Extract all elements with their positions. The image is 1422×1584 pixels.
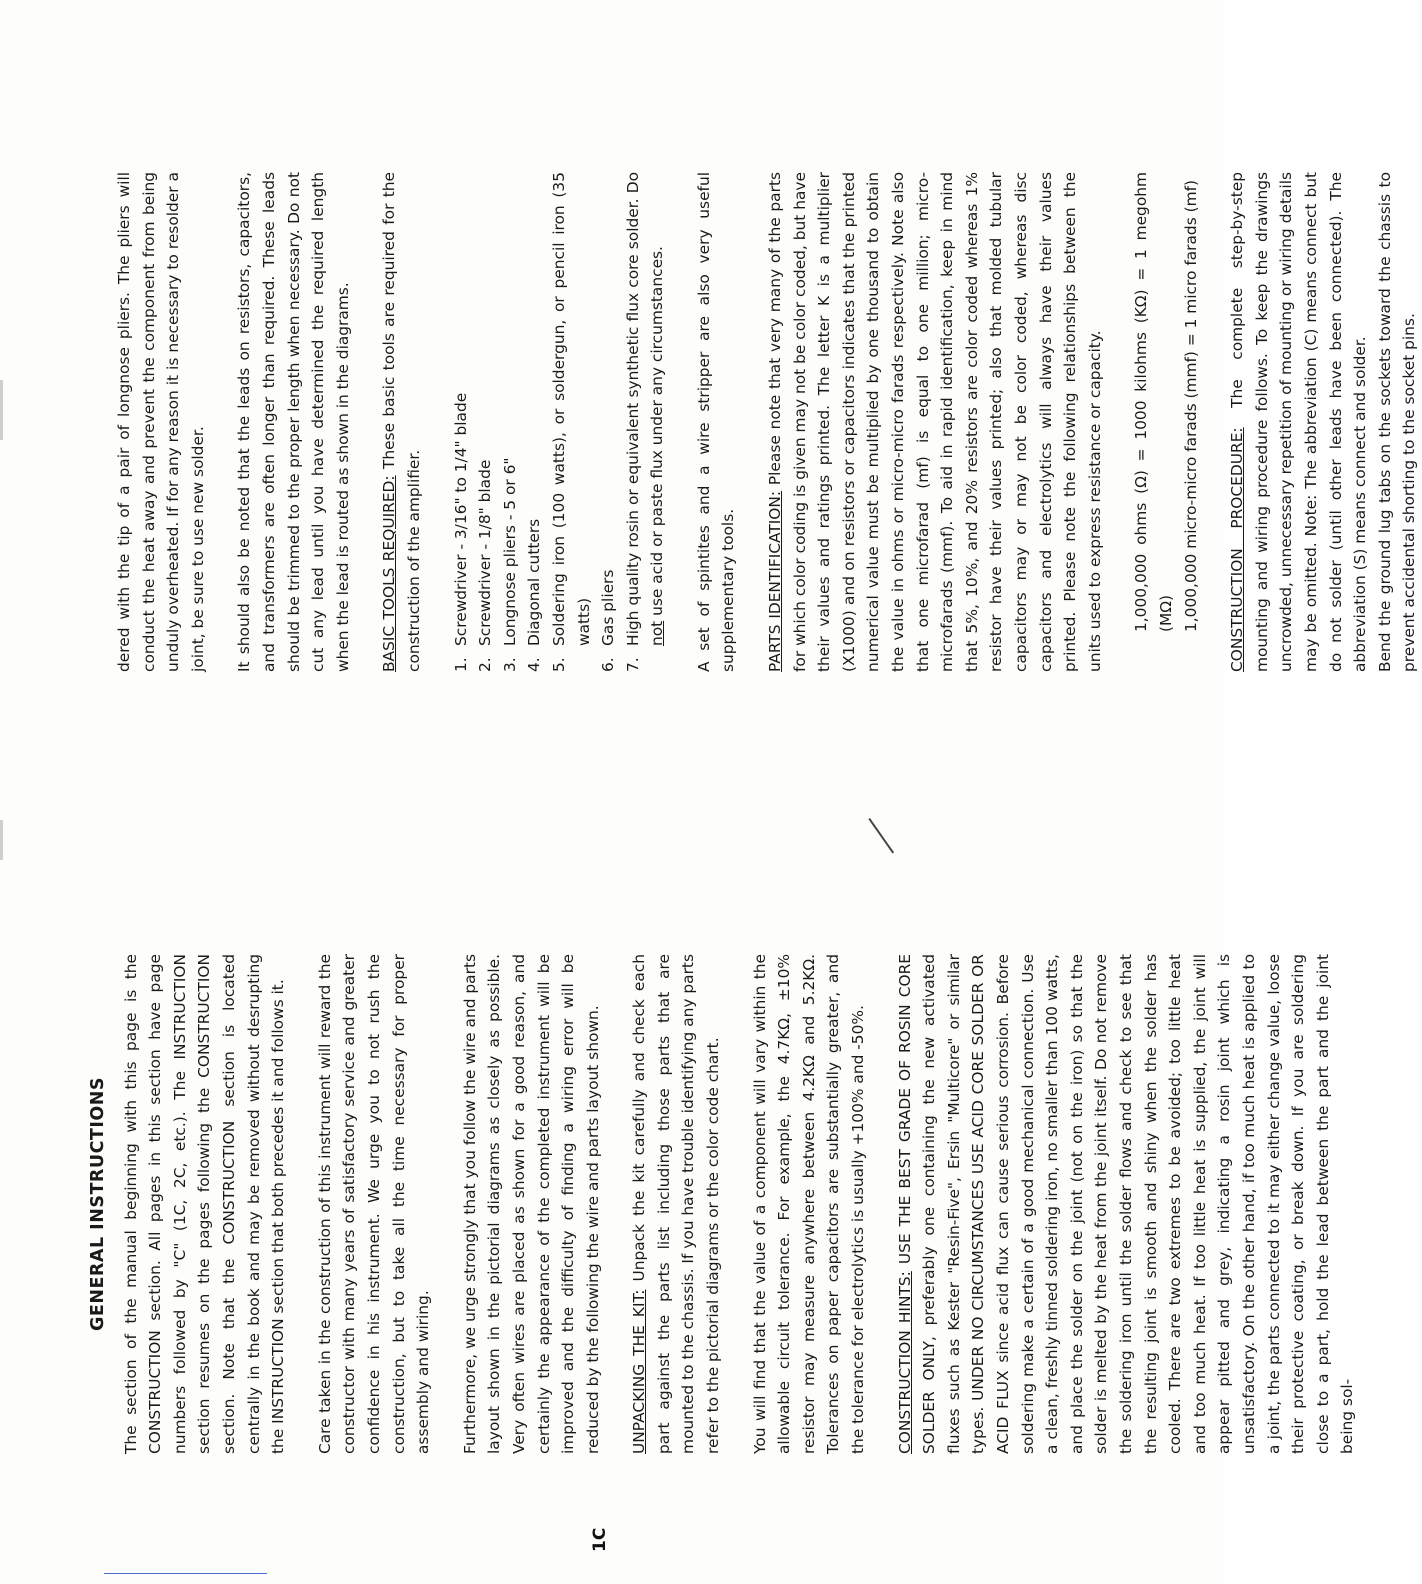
construction-hints-text: USE THE BEST GRADE OF ROSIN CORE SOLDER ONLY, preferably one containing the new activated fluxes such as Kester "Resin-Five", Ersin "Multicore" or similar types. UNDER NO CIRCUMSTANCES USE ACID CORE SOLDER OR ACID FLUX since acid flux can cause serious corrosion. Before soldering make a certain of a good mechanical connection. Use a clean, freshly tinned soldering iron, no smaller than 100 watts, and place the solder on the joint (not on the iron) so that the solder is melted by the heat from the joint itself. Do not remove the soldering iron until the solder flows and check to see that the resulting joint is smooth and shiny when the solder has cooled. There are two extremes to be avoided; too little heat and too much heat. If too little heat is supplied, the joint will appear pitted and grey, indicating a rosin joint which is unsatisfactory. On the other hand, if too much heat is applied to a joint, the parts connected to it may either change value, loose their protective coating, or break down. If you are soldering close to a part, hold the lead between the part and the joint being sol- bbox=[895, 954, 1357, 1454]
list-item: 6. Gas pliers bbox=[599, 569, 618, 672]
layout-paragraph: Furthermore, we urge strongly that you follow the wire and parts layout shown in the pictorial diagrams as closely as possible. Very often wires are placed as shown for a good reason, and certainly the appearance of the completed instrument will be improved and the difficulty of finding a wiring error will be reduced by the following the wire and parts layout shown. bbox=[460, 954, 602, 1454]
blue-edge-line bbox=[104, 1573, 267, 1574]
supplementary-tools-paragraph: A set of spintites and a wire stripper are also very useful supplementary tools. bbox=[694, 172, 738, 672]
list-item: 2. Screwdriver - 1/8" blade bbox=[476, 459, 495, 672]
right-column bbox=[112, 172, 1419, 672]
pliers-paragraph: dered with the tip of a pair of longnose pliers. The pliers will conduct the heat away and prevent the component from being unduly overheated. If for any reason it is necessary to resolder a joint, be sure to use new solder. bbox=[115, 172, 207, 672]
tools-heading: BASIC TOOLS REQUIRED: bbox=[380, 475, 399, 672]
list-item: 1. Screwdriver - 3/16" to 1/4" blade bbox=[451, 392, 470, 672]
tools-list bbox=[449, 172, 670, 672]
unpacking-heading: UNPACKING THE KIT: bbox=[630, 1289, 649, 1454]
leads-paragraph: It should also be noted that the leads on resistors, capacitors, and transformers are often longer than required. These leads should be trimmed to the proper length when necessary. Do not cut any lead until you have determined the required length when the lead is routed as shown in the diagrams. bbox=[235, 172, 352, 672]
list-item: 3. Longnose pliers - 5 or 6" bbox=[500, 457, 519, 672]
list-item: 7. High quality rosin or equivalent synthetic flux core solder. Do not use acid or paste flux under any circumstances. bbox=[623, 172, 667, 672]
care-paragraph: Care taken in the construction of this instrument will reward the constructor with many years of satisfactory service and greater confidence in his instrument. We urge you to not rush the construction, but to take all the time necessary for proper assembly and wiring. bbox=[315, 954, 433, 1454]
tools-paragraph bbox=[377, 172, 426, 672]
left-column bbox=[88, 954, 1357, 1454]
page-number: 1C bbox=[590, 1527, 610, 1552]
construction-procedure-text: The complete step-by-step mounting and wiring procedure follows. To keep the drawings uncrowded, unnecessary repetition of mounting or wiring details may be omitted. Note: The abbreviation (C) means connect but do not solder (until other leads have been connected). The abbreviation (S) means connect and solder. bbox=[1228, 172, 1370, 672]
tolerance-paragraph: You will find that the value of a component will vary within the allowable circuit tolerance. For example, the 4.7KΩ, ±10% resistor may measure anywhere between 4.2KΩ and 5.2KΩ. Tolerances on paper capacitors are substantially greater, and the tolerance for electrolytics is usually +100% and -50%. bbox=[750, 954, 868, 1454]
unpacking-text: Unpack the kit carefully and check each part against the parts list including those parts that are mounted to the chassis. If you have trouble identifying any parts refer to the pictorial diagrams or the color code chart. bbox=[630, 954, 723, 1454]
unit-line: 1,000,000 ohms (Ω) = 1000 kilohms (KΩ) = 1 megohm (MΩ) bbox=[1132, 172, 1175, 632]
emphasis-not: not bbox=[648, 620, 667, 646]
tools-text: These basic tools are required for the construction of the amplifier. bbox=[380, 172, 423, 672]
page-title: GENERAL INSTRUCTIONS bbox=[88, 1077, 108, 1331]
list-item: 5. Soldering iron (100 watts), or soldergun, or pencil iron (35 watts) bbox=[549, 172, 593, 672]
unpacking-paragraph bbox=[627, 954, 725, 1454]
unit-relationships bbox=[1129, 172, 1203, 672]
construction-hints-paragraph bbox=[893, 954, 1360, 1454]
construction-procedure-paragraph bbox=[1225, 172, 1373, 672]
construction-procedure-heading: CONSTRUCTION PROCEDURE: bbox=[1228, 427, 1247, 672]
ground-lug-paragraph: Bend the ground lug tabs on the sockets toward the chassis to prevent accidental shorting to the socket pins. bbox=[1375, 172, 1419, 672]
construction-hints-heading: CONSTRUCTION HINTS: bbox=[895, 1271, 914, 1454]
intro-paragraph: The section of the manual beginning with this page is the CONSTRUCTION section. All pages in this section have page numbers followed by "C" (1C, 2C, etc.). The INSTRUCTION section resumes on the pages following the CONSTRUCTION section. Note that the CONSTRUCTION section is located centrally in the book and may be removed without desrupting the INSTRUCTION section that both precedes it and follows it. bbox=[121, 954, 288, 1454]
parts-identification-paragraph bbox=[763, 172, 1107, 672]
list-item: 4. Diagonal cutters bbox=[525, 518, 544, 672]
parts-identification-text: Please note that very many of the parts for which color coding is given may not be color coded, but have their values and ratings printed. The letter K is a multiplier (X1000) and on resistors or capacitors indicates that the printed numerical value must be multiplied by one thousand to obtain the value in ohms or micro-micro farads respectively. Note also that one microfarad (mf) is equal to one million; micro-microfarads (mmf). To aid in rapid identification, keep in mind that 5%, 10%, and 20% resistors are color coded whereas 1% resistor have their values printed; also that molded tubular capacitors may or may not be color coded, whereas disc capacitors and electrolytics will always have their values printed. Please note the following relationships between the units used to express resistance or capacity. bbox=[766, 172, 1104, 672]
parts-identification-heading: PARTS IDENTIFICATION: bbox=[766, 490, 785, 672]
unit-line: 1,000,000 micro-micro farads (mmf) = 1 micro farads (mf) bbox=[1181, 179, 1200, 632]
